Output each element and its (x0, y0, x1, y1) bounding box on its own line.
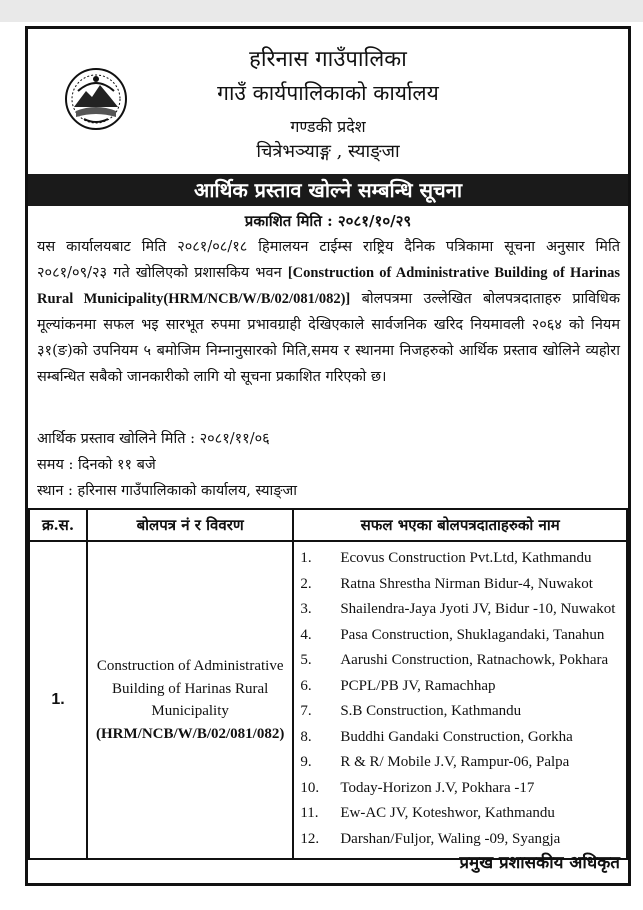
header-serial: क्र.स. (29, 509, 87, 541)
bidder-number: 10. (300, 779, 320, 796)
list-item (294, 572, 626, 598)
project-reference: [Construction of Administrative Building of Harinas Rural Municipality(HRM/NCB/W/B/02/081/082)] (37, 265, 620, 307)
list-item (294, 546, 626, 572)
table-row (29, 541, 627, 859)
opening-details (37, 426, 297, 504)
list-item (294, 801, 626, 827)
opening-date: आर्थिक प्रस्ताव खोलिने मिति : २०८१/११/०६ (37, 431, 270, 447)
bidder-name: Buddhi Gandaki Construction, Gorkha (340, 728, 573, 745)
table-header-row (29, 509, 627, 541)
bid-code: (HRM/NCB/W/B/02/081/082) (96, 725, 285, 742)
bidder-name: Aarushi Construction, Ratnachowk, Pokhara (340, 652, 609, 669)
serial-number: 1. (29, 541, 87, 859)
office-name: गाउँ कार्यपालिकाको कार्यालय (217, 81, 439, 105)
bidder-number: 5. (300, 652, 312, 669)
notice-title: आर्थिक प्रस्ताव खोल्ने सम्बन्धि सूचना (28, 174, 628, 206)
bidder-name: Darshan/Fuljor, Waling -09, Syangja (340, 830, 561, 847)
bidder-name: Ratna Shrestha Nirman Bidur-4, Nuwakot (340, 575, 593, 592)
bid-description (87, 541, 293, 859)
bidder-name: Today-Horizon J.V, Pokhara -17 (340, 779, 535, 796)
bidder-number: 8. (300, 728, 312, 745)
bidder-number: 4. (300, 626, 312, 643)
notice-paragraph (37, 234, 620, 390)
bid-description-text: Construction of Administrative Building of Harinas Rural Municipality (96, 658, 284, 719)
bidder-name: Ecovus Construction Pvt.Ltd, Kathmandu (340, 550, 592, 567)
opening-time: समय : दिनको ११ बजे (37, 457, 156, 473)
list-item (294, 623, 626, 649)
office-header (28, 29, 628, 175)
list-item (294, 750, 626, 776)
body-text-2: बोलपत्रमा उल्लेखित बोलपत्रदाताहरु प्राविधिक मूल्यांकनमा सफल भइ सारभूत रुपमा प्रभावग्राही देखिएकाले सार्वजनिक खरिद नियमावली २०६४ को नियम ३१(ङ)को उपनियम ५ बमोजिम निम्नानुसारको मिति,समय र स्थानमा निजहरुको आर्थिक प्रस्ताव खोलिने व्यहोरा सम्बन्धित सबैको जानकारीको लागि यो सूचना प्रकाशित गरिएको छ। (37, 291, 620, 385)
list-item (294, 725, 626, 751)
bidder-name: Pasa Construction, Shuklagandaki, Tanahun (340, 626, 605, 643)
bidder-number: 9. (300, 754, 312, 771)
bidder-name: R & R/ Mobile J.V, Rampur-06, Palpa (340, 754, 570, 771)
notice-body (37, 234, 620, 390)
list-item (294, 674, 626, 700)
province-name: गण्डकी प्रदेश (290, 117, 366, 136)
header-bidder-names: सफल भएका बोलपत्रदाताहरुको नाम (293, 509, 627, 541)
bidder-number: 6. (300, 677, 312, 694)
opening-place: स्थान : हरिनास गाउँपालिकाको कार्यालय, स्याङ्जा (37, 483, 298, 499)
bidder-name: S.B Construction, Kathmandu (340, 703, 522, 720)
bidder-name: PCPL/PB JV, Ramachhap (340, 677, 496, 694)
published-date: प्रकाशित मिति : २०८१/१०/२९ (244, 212, 412, 230)
municipality-name: हरिनास गाउँपालिका (249, 47, 407, 72)
header-bid-description: बोलपत्र नं र विवरण (87, 509, 293, 541)
bidder-name: Ew-AC JV, Koteshwor, Kathmandu (340, 805, 555, 822)
bidder-number: 3. (300, 601, 312, 618)
office-address: चित्रेभञ्याङ्ग , स्याङ्जा (256, 141, 400, 162)
list-item (294, 776, 626, 802)
bidder-number: 1. (300, 550, 312, 567)
signature-title: प्रमुख प्रशासकीय अधिकृत (459, 853, 620, 873)
bidder-number: 2. (300, 575, 312, 592)
list-item (294, 648, 626, 674)
bidder-number: 7. (300, 703, 312, 720)
notice-document (25, 26, 631, 886)
body-text-1: यस कार्यालयबाट मिति २०८१/०८/१८ हिमालयन टाईम्स राष्ट्रिय दैनिक पत्रिकामा सूचना अनुसार मिति २०८१/०९/२३ गते खोलिएको प्रशासकिय भवन (37, 239, 620, 281)
bidder-number: 11. (300, 805, 319, 822)
bidder-number: 12. (300, 830, 320, 847)
bidder-list (293, 541, 627, 859)
list-item (294, 597, 626, 623)
list-item (294, 699, 626, 725)
bidders-table (28, 508, 628, 860)
top-margin-band (0, 0, 643, 22)
list-item (294, 827, 626, 853)
bidder-name: Shailendra-Jaya Jyoti JV, Bidur -10, Nuwakot (340, 601, 616, 618)
